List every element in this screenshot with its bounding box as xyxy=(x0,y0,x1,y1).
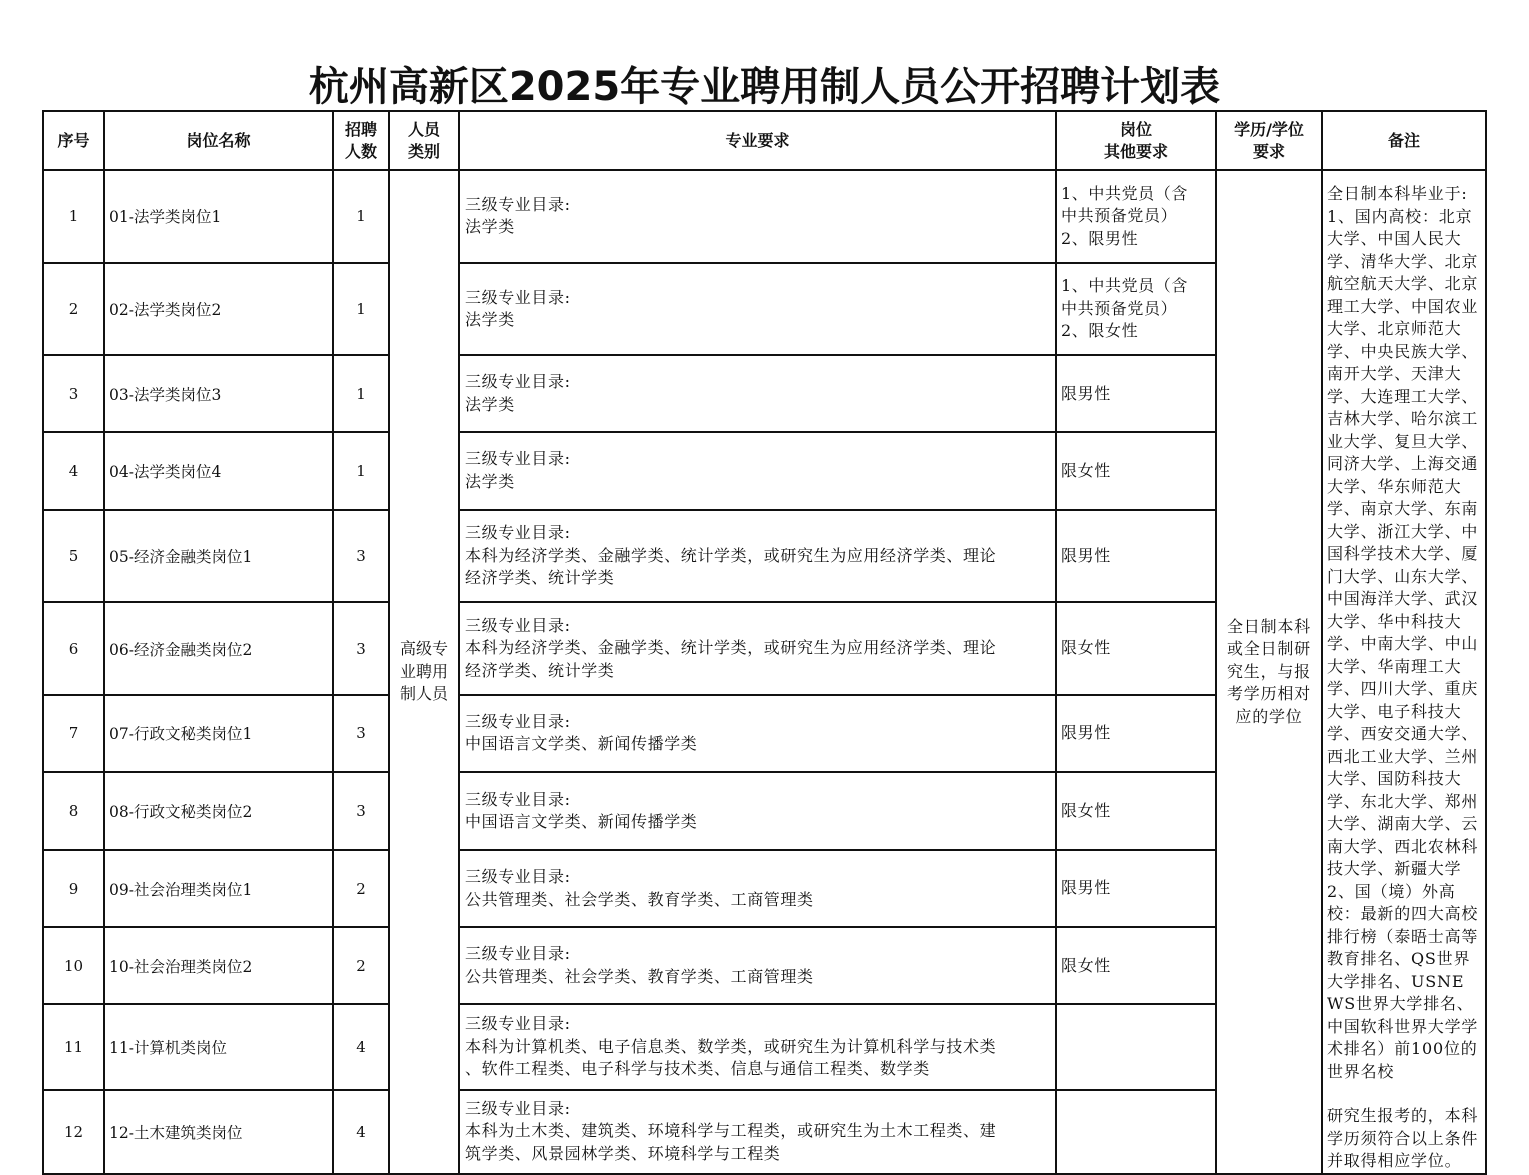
row-count: 1 xyxy=(333,432,389,509)
row-spec: 三级专业目录: 法学类 xyxy=(459,432,1056,509)
row-spec: 三级专业目录: 本科为经济学类、金融学类、统计学类，或研究生为应用经济学类、理论 经济学类、统计学类 xyxy=(459,510,1056,603)
row-num: 7 xyxy=(43,695,104,772)
row-post: 07-行政文秘类岗位1 xyxy=(104,695,333,772)
row-post: 11-计算机类岗位 xyxy=(104,1004,333,1089)
row-post: 01-法学类岗位1 xyxy=(104,170,333,263)
row-num: 6 xyxy=(43,602,104,695)
row-post: 08-行政文秘类岗位2 xyxy=(104,772,333,850)
row-count: 1 xyxy=(333,263,389,356)
row-spec: 三级专业目录: 法学类 xyxy=(459,355,1056,432)
row-spec: 三级专业目录: 中国语言文学类、新闻传播学类 xyxy=(459,695,1056,772)
header-num: 序号 xyxy=(43,111,104,170)
row-post: 10-社会治理类岗位2 xyxy=(104,927,333,1004)
row-spec: 三级专业目录: 中国语言文学类、新闻传播学类 xyxy=(459,772,1056,850)
row-count: 4 xyxy=(333,1090,389,1174)
row-post: 02-法学类岗位2 xyxy=(104,263,333,356)
row-spec: 三级专业目录: 本科为土木类、建筑类、环境科学与工程类，或研究生为土木工程类、建 筑学类、风景园林学类、环境科学与工程类 xyxy=(459,1090,1056,1174)
row-spec: 三级专业目录: 公共管理类、社会学类、教育学类、工商管理类 xyxy=(459,850,1056,927)
page-title: 杭州高新区2025年专业聘用制人员公开招聘计划表 xyxy=(308,64,1221,110)
row-spec: 三级专业目录: 本科为计算机类、电子信息类、数学类，或研究生为计算机科学与技术类 、软件工程类、电子科学与技术类、信息与通信工程类、数学类 xyxy=(459,1004,1056,1089)
row-post: 05-经济金融类岗位1 xyxy=(104,510,333,603)
row-num: 9 xyxy=(43,850,104,927)
row-other: 1、中共党员（含 中共预备党员） 2、限女性 xyxy=(1056,263,1216,356)
row-count: 2 xyxy=(333,850,389,927)
row-other: 限女性 xyxy=(1056,927,1216,1004)
row-num: 2 xyxy=(43,263,104,356)
row-post: 03-法学类岗位3 xyxy=(104,355,333,432)
row-count: 1 xyxy=(333,170,389,263)
row-count: 3 xyxy=(333,602,389,695)
row-other: 限女性 xyxy=(1056,432,1216,509)
header-education: 学历/学位 要求 xyxy=(1216,111,1322,170)
header-spec: 专业要求 xyxy=(459,111,1056,170)
row-num: 10 xyxy=(43,927,104,1004)
header-row xyxy=(43,111,1486,170)
row-count: 4 xyxy=(333,1004,389,1089)
row-spec: 三级专业目录: 本科为经济学类、金融学类、统计学类，或研究生为应用经济学类、理论 经济学类、统计学类 xyxy=(459,602,1056,695)
header-remarks: 备注 xyxy=(1322,111,1486,170)
row-other: 限男性 xyxy=(1056,510,1216,603)
row-spec: 三级专业目录: 法学类 xyxy=(459,263,1056,356)
education-requirement: 全日制本科或全日制研究生，与报考学历相对应的学位 xyxy=(1216,170,1322,1174)
row-spec: 三级专业目录: 法学类 xyxy=(459,170,1056,263)
row-other xyxy=(1056,1090,1216,1174)
header-post: 岗位名称 xyxy=(104,111,333,170)
row-post: 06-经济金融类岗位2 xyxy=(104,602,333,695)
row-other: 限男性 xyxy=(1056,850,1216,927)
remarks-graduate: 研究生报考的，本科学历须符合以上条件并取得相应学位。 xyxy=(1327,1106,1479,1170)
remarks-intro: 全日制本科毕业于: xyxy=(1327,184,1468,203)
row-post: 09-社会治理类岗位1 xyxy=(104,850,333,927)
remarks-overseas: 2、国（境）外高校：最新的四大高校排行榜（泰晤士高等教育排名、QS世界大学排名、USNEWS世界大学排名、中国软科世界大学学术排名）前100位的世界名校 xyxy=(1327,881,1479,1081)
row-other: 限男性 xyxy=(1056,695,1216,772)
personnel-category: 高级专业聘用制人员 xyxy=(389,170,459,1174)
row-post: 12-土木建筑类岗位 xyxy=(104,1090,333,1174)
recruitment-plan-table xyxy=(42,110,1487,1175)
row-other xyxy=(1056,1004,1216,1089)
row-num: 5 xyxy=(43,510,104,603)
header-other: 岗位 其他要求 xyxy=(1056,111,1216,170)
remarks-cell xyxy=(1322,170,1486,1174)
row-num: 8 xyxy=(43,772,104,850)
row-num: 1 xyxy=(43,170,104,263)
row-other: 限男性 xyxy=(1056,355,1216,432)
header-count: 招聘 人数 xyxy=(333,111,389,170)
row-num: 12 xyxy=(43,1090,104,1174)
row-count: 3 xyxy=(333,695,389,772)
row-spec: 三级专业目录: 公共管理类、社会学类、教育学类、工商管理类 xyxy=(459,927,1056,1004)
row-num: 3 xyxy=(43,355,104,432)
row-post: 04-法学类岗位4 xyxy=(104,432,333,509)
row-count: 3 xyxy=(333,772,389,850)
row-count: 2 xyxy=(333,927,389,1004)
row-other: 1、中共党员（含 中共预备党员） 2、限男性 xyxy=(1056,170,1216,263)
row-count: 3 xyxy=(333,510,389,603)
row-other: 限女性 xyxy=(1056,772,1216,850)
row-count: 1 xyxy=(333,355,389,432)
row-num: 4 xyxy=(43,432,104,509)
row-other: 限女性 xyxy=(1056,602,1216,695)
remarks-domestic: 1、国内高校：北京大学、中国人民大学、清华大学、北京航空航天大学、北京理工大学、中国农业大学、北京师范大学、中央民族大学、南开大学、天津大学、大连理工大学、吉林大学、哈尔滨工业大学、复旦大学、同济大学、上海交通大学、华东师范大学、南京大学、东南大学、浙江大学、中国科学技术大学、厦门大学、山东大学、中国海洋大学、武汉大学、华中科技大学、中南大学、中山大学、华南理工大学、四川大学、重庆大学、电子科技大学、西安交通大学、西北工业大学、兰州大学、国防科技大学、东北大学、郑州大学、湖南大学、云南大学、西北农林科技大学、新疆大学 xyxy=(1327,206,1479,878)
header-category: 人员 类别 xyxy=(389,111,459,170)
row-num: 11 xyxy=(43,1004,104,1089)
table-row xyxy=(43,170,1486,263)
